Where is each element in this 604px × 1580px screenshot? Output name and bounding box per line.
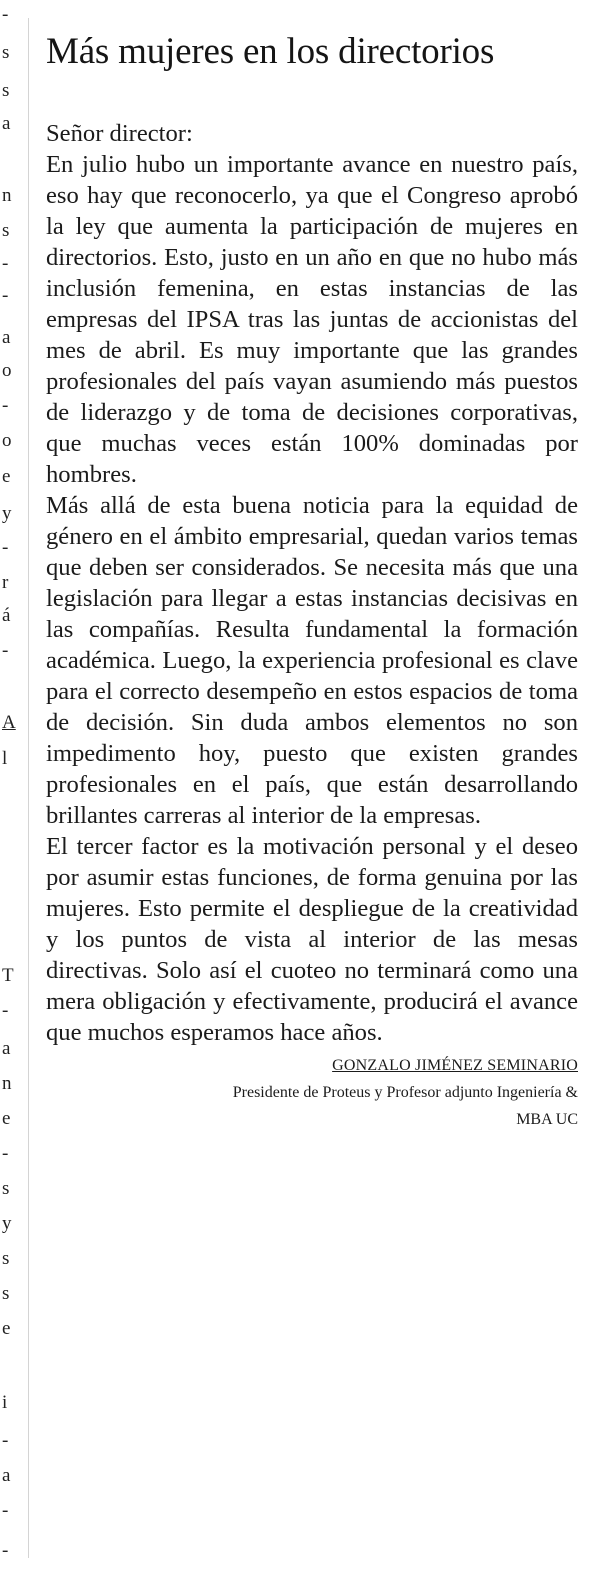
author-affiliation: MBA UC	[516, 1111, 578, 1128]
fragment: e	[2, 1318, 11, 1339]
headline: Más mujeres en los directorios	[46, 31, 495, 72]
fragment: e	[2, 466, 11, 487]
fragment: -	[2, 285, 9, 306]
fragment: s	[2, 42, 10, 63]
fragment: -	[2, 395, 9, 416]
column-divider	[28, 18, 29, 1558]
salutation: Señor director:	[46, 120, 193, 147]
fragment: -	[2, 253, 9, 274]
adjacent-column-fragments	[0, 0, 22, 1580]
fragment: e	[2, 1108, 11, 1129]
fragment: o	[2, 430, 12, 451]
paragraph-1: En julio hubo un importante avance en nuestro país, eso hay que reconocerlo, ya que el Congreso aprobó la ley que aumenta la participación de mujeres en directorios. Esto, justo en un año en que no hubo más inclusión femenina, en estas instancias de las empresas del IPSA tras las juntas de accionistas del mes de abril. Es muy importante que las grandes profesionales del país vayan asumiendo más puestos de liderazgo y de toma de decisiones corporativas, que muchas veces están 100% dominadas por hombres.	[46, 151, 578, 488]
fragment: l	[2, 748, 8, 769]
paragraph-2: Más allá de esta buena noticia para la equidad de género en el ámbito empresarial, quedan varios temas que deben ser considerados. Se necesita más que una legislación para llegar a estas instancias decisivas en las compañías. Resulta fundamental la formación académica. Luego, la experiencia profesional es clave para el correcto desempeño en estos espacios de toma de decisión. Sin duda ambos elementos no son impedimento hoy, puesto que existen grandes profesionales en el país, que están desarrollando brillantes carreras al interior de la empresas.	[46, 492, 578, 829]
fragment: a	[2, 1038, 11, 1059]
fragment: y	[2, 503, 12, 524]
fragment: T	[2, 965, 14, 986]
fragment: s	[2, 1248, 10, 1269]
fragment: -	[2, 1430, 9, 1451]
fragment: a	[2, 113, 11, 134]
fragment: -	[2, 640, 9, 661]
fragment: s	[2, 1178, 10, 1199]
fragment: -	[2, 1500, 9, 1521]
fragment: -	[2, 537, 9, 558]
fragment: n	[2, 185, 12, 206]
paragraph-3: El tercer factor es la motivación personal y el deseo por asumir estas funciones, de forma genuina por las mujeres. Esto permite el despliegue de la creatividad y los puntos de vista al interior de las mesas directivas. Solo así el cuoteo no terminará como una mera obligación y efectivamente, producirá el avance que muchos esperamos hace años.	[46, 833, 578, 1046]
fragment: A	[2, 712, 16, 733]
fragment: a	[2, 327, 11, 348]
fragment: r	[2, 572, 9, 593]
fragment: -	[2, 1000, 9, 1021]
fragment: s	[2, 80, 10, 101]
fragment: o	[2, 360, 12, 381]
fragment: i	[2, 1392, 8, 1413]
fragment: -	[2, 1143, 9, 1164]
fragment: n	[2, 1073, 12, 1094]
signature-block	[46, 1052, 578, 1133]
fragment: a	[2, 1465, 11, 1486]
author-role: Presidente de Proteus y Profesor adjunto Ingeniería &	[232, 1084, 578, 1101]
fragment: s	[2, 1283, 10, 1304]
author-name: GONZALO JIMÉNEZ SEMINARIO	[332, 1057, 578, 1074]
fragment: -	[2, 1540, 9, 1561]
fragment: y	[2, 1213, 12, 1234]
letter-article	[46, 30, 578, 1133]
fragment: s	[2, 220, 10, 241]
fragment: -	[2, 4, 9, 25]
fragment: á	[2, 605, 11, 626]
